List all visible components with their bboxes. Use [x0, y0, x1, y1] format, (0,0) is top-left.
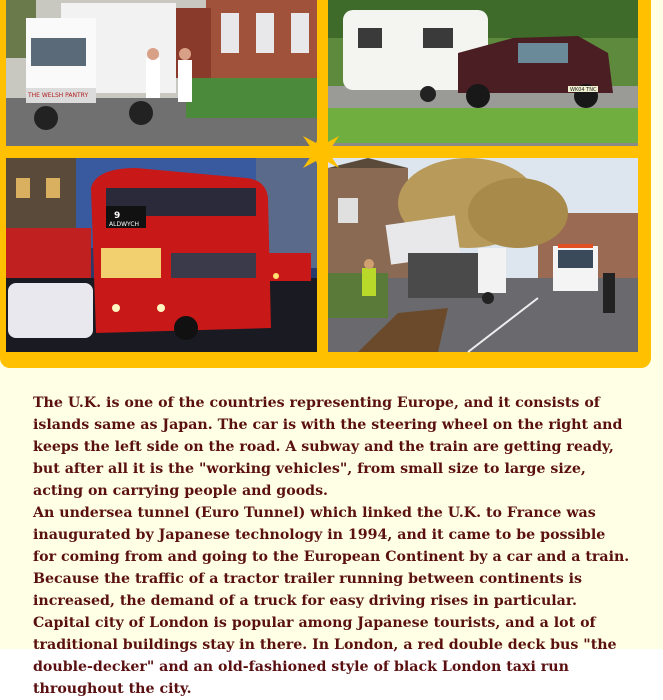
photo-delivery-truck: [6, 0, 317, 146]
paragraph-euro-tunnel: An undersea tunnel (Euro Tunnel) which linked the U.K. to France was inaugurated by Japanese technology in 1994, and it came to be possible for coming from and going to the European Continent by a car and a train. Because the traffic of a tractor trailer running between continents is increased, the demand of a truck for easy driving rises in particular.: [33, 505, 630, 609]
plate-text: WK04 TNC: [570, 87, 597, 93]
bus-destination: ALDWYCH: [109, 221, 140, 228]
photo-caravan-pickup: [328, 0, 638, 146]
article-text: [33, 392, 633, 700]
paragraph-uk-intro: The U.K. is one of the countries representing Europe, and it consists of islands same as Japan. The car is with the steering wheel on the right and keeps the left side on the road. A subway and the train are getting ready, but after all it is the "working vehicles", from small size to large size, acting on carrying people and goods.: [33, 395, 623, 499]
photo-street-sweeper: [328, 158, 638, 352]
bus-route-number: 9: [114, 211, 121, 221]
truck-sign-text: THE WELSH PANTRY: [28, 92, 89, 99]
photo-double-decker-bus: [6, 158, 317, 352]
paragraph-london: Capital city of London is popular among Japanese tourists, and a lot of traditional buildings stay in there. In London, a red double deck bus "the double-decker" and an old-fashioned style of black London taxi run throughout the city.: [33, 615, 617, 697]
star-decoration-icon: [299, 130, 343, 174]
